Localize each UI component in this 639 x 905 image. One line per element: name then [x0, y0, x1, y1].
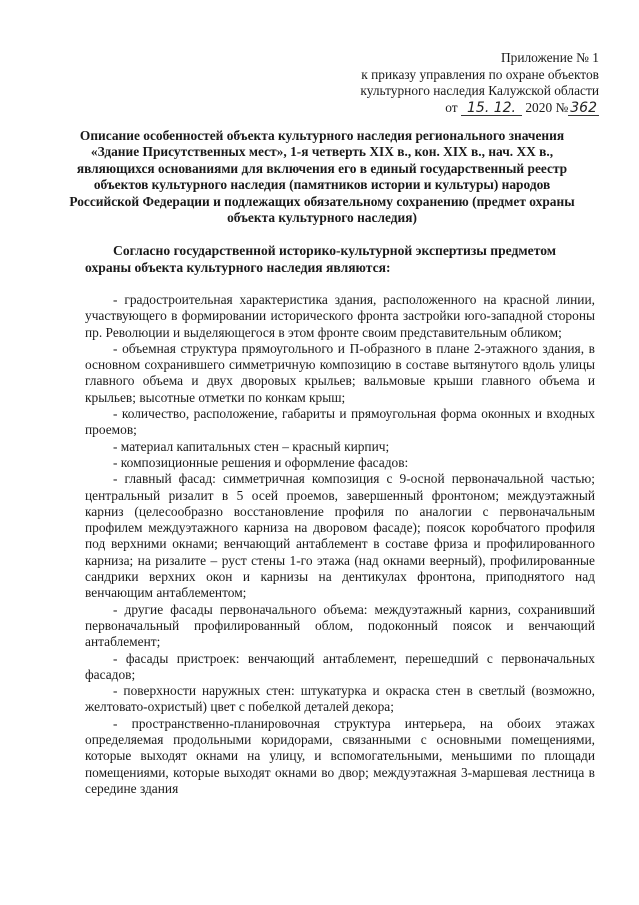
- list-item: - градостроительная характеристика здания, расположенного на красной линии, участвующего в формировании исторического фронта застройки юго-западной стороны пр. Революции и выделяющегося в этом фронте своим представительным обликом;: [85, 292, 595, 340]
- handwritten-order-number: 362: [570, 99, 597, 116]
- list-item: - пространственно-планировочная структура интерьера, на обоих этажах определяемая продольными коридорами, связанными с основными помещениями, которые выходят окнами на улицу, и вспомогательными, меньшими по площади помещениями, которые выходят окнами во двор; междуэтажная 3-маршевая лестница в середине здания: [85, 715, 595, 796]
- year-and-number-label: 2020 №: [525, 99, 569, 115]
- appendix-line-2: к приказу управления по охране объектов: [361, 66, 599, 82]
- handwritten-date: 15. 12.: [461, 101, 522, 116]
- appendix-header: [360, 50, 599, 116]
- appendix-date-line: [360, 100, 599, 117]
- appendix-line-1: Приложение № 1: [500, 50, 599, 65]
- appendix-line-3: культурного наследия Калужской области: [360, 83, 599, 98]
- list-item: - количество, расположение, габариты и прямоугольная форма оконных и входных проемов;: [85, 406, 595, 438]
- protection-items-list: [85, 292, 595, 797]
- list-item: - фасады пристроек: венчающий антаблемент, перешедший с первоначальных фасадов;: [85, 650, 595, 682]
- list-item: - объемная структура прямоугольного и П-образного в плане 2-этажного здания, в основном сохранившего симметричную композицию в составе вытянутого вдоль улицы главного объема и двух дворовых крыльев; вальмовые крыши главного объема и крыльев; высотные отметки по конкам крыш;: [85, 340, 595, 405]
- document-title: Описание особенностей объекта культурного наследия регионального значения «Здание Присутственных мест», 1-я четверть XIX в., кон. XIX в., нач. XX в., являющихся основаниями для включения его в единый государственный реестр объектов культурного наследия (памятников истории и культуры) народов Российской Федерации и подлежащих обязательному сохранению (предмет охраны объекта культурного наследия): [69, 128, 575, 226]
- list-item: - главный фасад: симметричная композиция с 9-осной первоначальной частью; центральный ризалит в 5 осей проемов, завершенный фронтоном; междуэтажный карниз (целесообразно восстановление профиля по аналогии с первоначальным профилем междуэтажного карниза на дворовом фасаде); поясок коробчатого профиля под верхними окнами; венчающий антаблемент в составе фриза и профилированного карниза; на ризалите – руст стены 1-го этажа (над окнами веерный), профилированные сандрики верхних окон и карнизы на дентикулах фронтона, приподнятого над венчающим антаблементом;: [85, 471, 595, 601]
- list-item: - композиционные решения и оформление фасадов:: [113, 454, 409, 470]
- list-item: - другие фасады первоначального объема: междуэтажный карниз, сохранивший первоначальный профилированный облом, подоконный поясок и венчающий антаблемент;: [85, 601, 595, 650]
- date-prefix: от: [445, 99, 458, 115]
- list-item: - материал капитальных стен – красный кирпич;: [113, 438, 390, 454]
- list-item: - поверхности наружных стен: штукатурка и окраска стен в светлый (возможно, желтовато-охристый) цвет с побелкой деталей декора;: [85, 683, 595, 715]
- intro-paragraph: Согласно государственной историко-культурной экспертизы предметом охраны объекта культурного наследия являются:: [85, 243, 557, 275]
